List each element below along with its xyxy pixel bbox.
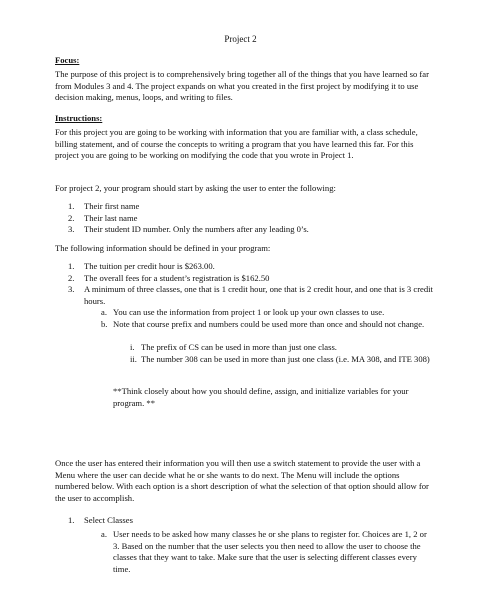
menu-sub-list [101,529,429,575]
user-input-list [68,201,434,236]
instructions-intro-paragraph: For this project you are going to be working with information that you are familiar with, a class schedule, billing statement, and of course the concepts to writing a program that you have learned this far. For this project you are going to be working on modifying the code that you wrote in Project 1. [55,127,418,161]
defined-list [68,261,434,307]
focus-paragraph: The purpose of this project is to comprehensively bring together all of the things that you have learned so far from Modules 3 and 4. The project expands on what you created in the first project by modifying it to use decision making, menus, loops, and writing to files. [55,69,429,103]
list-item: i. The prefix of CS can be used in more than just one class. [130,342,337,352]
defined-text: The following information should be defined in your program: [55,243,271,253]
list-item: 1. The tuition per credit hour is $263.00. [68,261,215,271]
list-item: b. Note that course prefix and numbers could be used more than once and should not change. [101,318,425,329]
list-item: 2. Their last name [68,212,138,223]
defined-sub-list [101,307,433,330]
focus-heading: Focus: [55,55,80,65]
defined-sub-sub-list [130,342,433,365]
list-item: 1. Select Classes [68,515,133,525]
list-item: a. User needs to be asked how many classes he or she plans to register for. Choices are 1, 2 or 3. Based on the number that the user selects you then need to allow the user to choose the classes that they want to take. Make sure that the user is selecting different classes every time. [101,529,427,574]
list-item: 3. A minimum of three classes, one that is 1 credit hour, one that is 2 credit hour, and one that is 3 credit hours. [68,284,433,306]
list-item: ii. The number 308 can be used in more than just one class (i.e. MA 308, and ITE 308) [130,353,430,364]
list-item: 3. Their student ID number. Only the numbers after any leading 0’s. [68,224,309,235]
list-item: a. You can use the information from project 1 or look up your own classes to use. [101,307,385,317]
list-item: 2. The overall fees for a student’s registration is $162.50 [68,272,270,283]
instructions-heading: Instructions: [55,113,103,123]
document-title: Project 2 [224,34,257,44]
menu-paragraph: Once the user has entered their information you will then use a switch statement to provide the user with a Menu where the user can decide what he or she wants to do next. The Menu will include the options numbered below. With each option is a short description of what the selection of that option should allow for the user to accomplish. [55,458,429,503]
start-text: For project 2, your program should start by asking the user to enter the following: [55,183,336,193]
menu-options-list [68,515,434,527]
think-note: **Think closely about how you should define, assign, and initialize variables for your program. ** [113,386,409,408]
list-item: 1. Their first name [68,201,140,211]
